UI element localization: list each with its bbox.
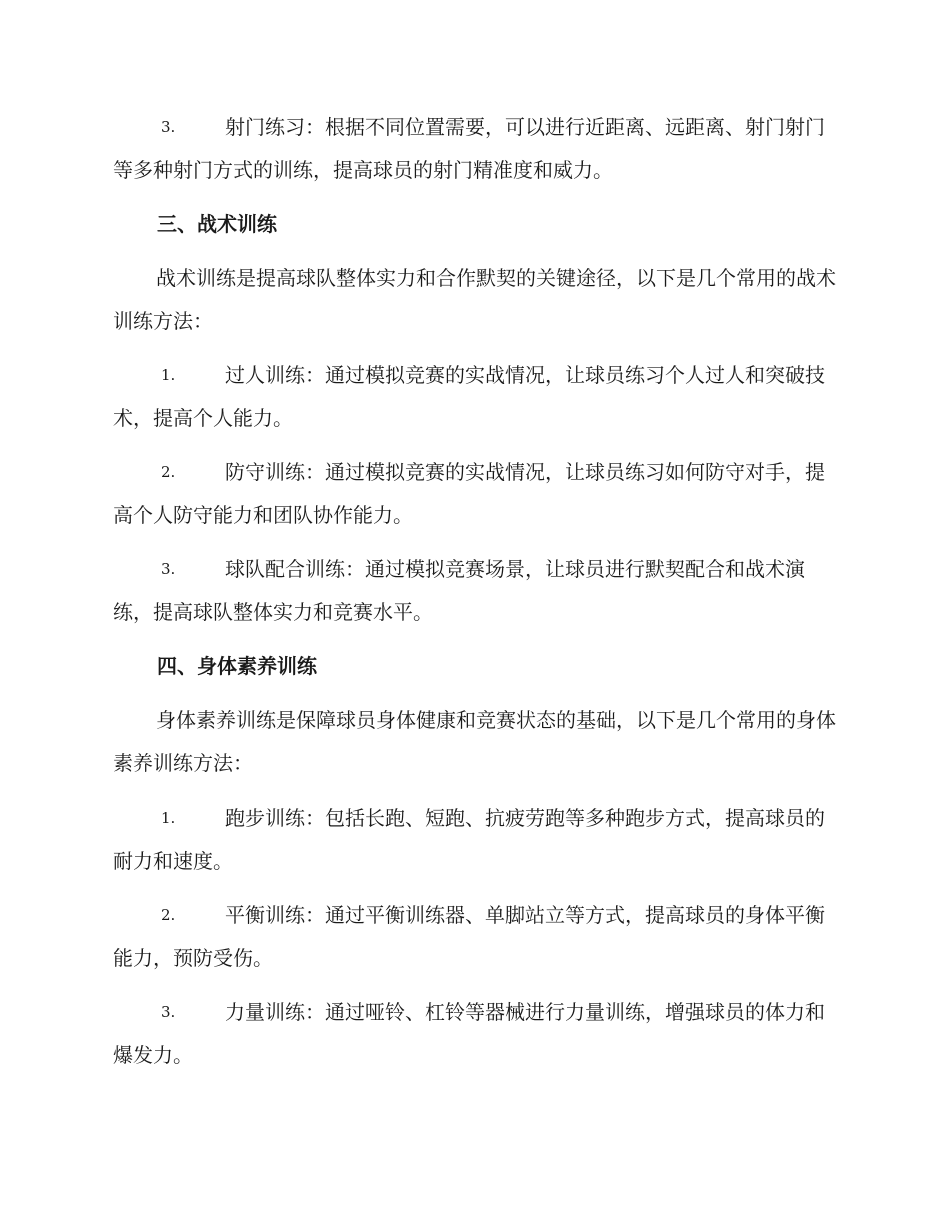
list-item-text: 过人训练：通过模拟竞赛的实战情况，让球员练习个人过人和突破技术，提高个人能力。 bbox=[113, 363, 825, 430]
list-item-dribbling bbox=[113, 354, 838, 440]
list-item-text: 防守训练：通过模拟竞赛的实战情况，让球员练习如何防守对手，提高个人防守能力和团队协作能力。 bbox=[113, 460, 825, 527]
list-item-shooting bbox=[113, 106, 838, 192]
list-item-number: 3. bbox=[161, 1003, 176, 1021]
list-item-number: 1. bbox=[161, 366, 176, 384]
list-item-text: 力量训练：通过哑铃、杠铃等器械进行力量训练，增强球员的体力和爆发力。 bbox=[113, 1000, 825, 1067]
list-item-balance bbox=[113, 894, 838, 980]
list-item-text: 平衡训练：通过平衡训练器、单脚站立等方式，提高球员的身体平衡能力，预防受伤。 bbox=[113, 903, 825, 970]
list-item-number: 3. bbox=[161, 560, 176, 578]
section-intro-tactics: 战术训练是提高球队整体实力和合作默契的关键途径，以下是几个常用的战术训练方法： bbox=[113, 266, 836, 333]
list-item-number: 1. bbox=[161, 809, 176, 827]
section-intro-fitness: 身体素养训练是保障球员身体健康和竞赛状态的基础，以下是几个常用的身体素养训练方法： bbox=[113, 708, 836, 775]
list-item-defense bbox=[113, 451, 838, 537]
list-item-text: 球队配合训练：通过模拟竞赛场景，让球员进行默契配合和战术演练，提高球队整体实力和竞赛水平。 bbox=[113, 557, 805, 624]
section-heading-tactics: 三、战术训练 bbox=[157, 212, 277, 236]
list-item-number: 3. bbox=[161, 118, 176, 136]
list-item-running bbox=[113, 797, 838, 883]
list-item-text: 射门练习：根据不同位置需要，可以进行近距离、远距离、射门射门等多种射门方式的训练，提高球员的射门精准度和威力。 bbox=[113, 115, 825, 182]
list-item-text: 跑步训练：包括长跑、短跑、抗疲劳跑等多种跑步方式，提高球员的耐力和速度。 bbox=[113, 806, 825, 873]
list-item-number: 2. bbox=[161, 463, 176, 481]
section-heading-fitness: 四、身体素养训练 bbox=[157, 654, 317, 678]
list-item-strength bbox=[113, 991, 838, 1077]
list-item-team-coordination bbox=[113, 548, 838, 634]
list-item-number: 2. bbox=[161, 906, 176, 924]
